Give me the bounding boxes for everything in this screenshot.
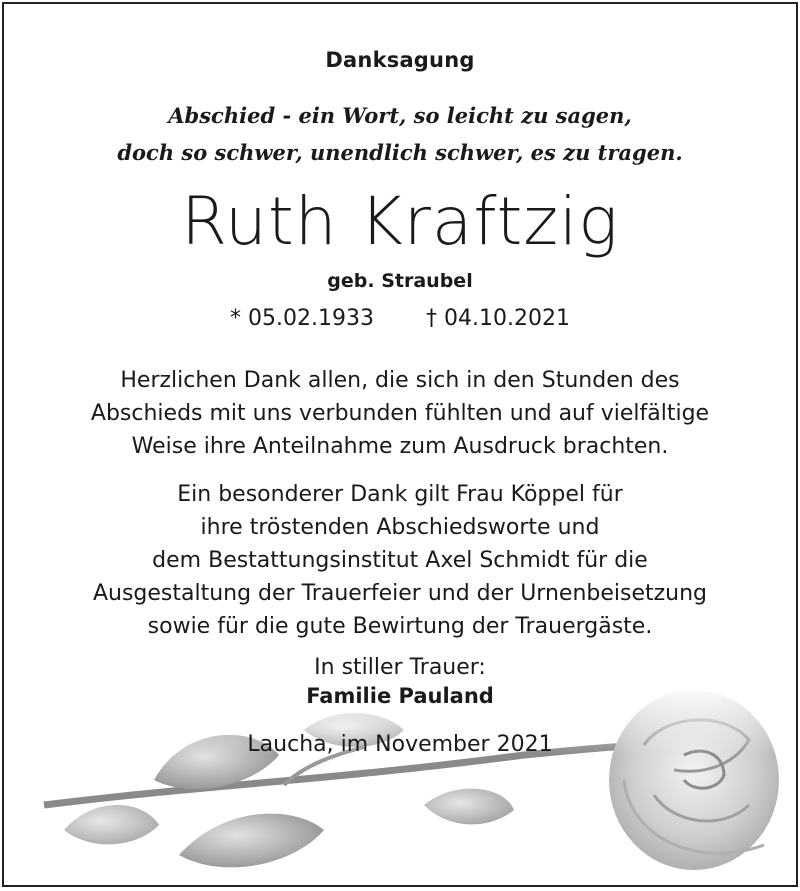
death-date: † 04.10.2021 [426, 306, 570, 331]
life-dates [4, 306, 796, 331]
birth-date: * 05.02.1933 [230, 306, 374, 331]
paragraph-line: Ausgestaltung der Trauerfeier und der Urnenbeisetzung [92, 581, 708, 606]
heading-danksagung: Danksagung [325, 48, 475, 72]
paragraph-line: dem Bestattungsinstitut Axel Schmidt für die [152, 548, 648, 573]
obituary-notice [2, 2, 798, 887]
verse-line: doch so schwer, unendlich schwer, es zu tragen. [117, 140, 683, 165]
mourning-line: In stiller Trauer: [314, 655, 486, 680]
birth-name: geb. Straubel [327, 270, 473, 292]
family-name: Familie Pauland [306, 684, 494, 708]
verse-line: Abschied - ein Wort, so leicht zu sagen, [168, 103, 632, 128]
paragraph-line: Herzlichen Dank allen, die sich in den Stunden des [120, 368, 680, 393]
paragraph-line: Abschieds mit uns verbunden fühlten und auf vielfältige [90, 401, 710, 426]
special-thanks-paragraph [24, 478, 776, 643]
place-date: Laucha, im November 2021 [247, 732, 553, 757]
rose-icon [4, 685, 798, 885]
paragraph-line: Weise ihre Anteilnahme zum Ausdruck brachten. [131, 434, 669, 459]
paragraph-line: sowie für die gute Bewirtung der Trauergäste. [147, 614, 653, 639]
deceased-name: Ruth Kraftzig [181, 183, 619, 260]
paragraph-line: Ein besonderer Dank gilt Frau Köppel für [177, 482, 623, 507]
paragraph-line: ihre tröstenden Abschiedsworte und [200, 515, 600, 540]
thanks-paragraph [24, 364, 776, 463]
verse [4, 97, 796, 171]
